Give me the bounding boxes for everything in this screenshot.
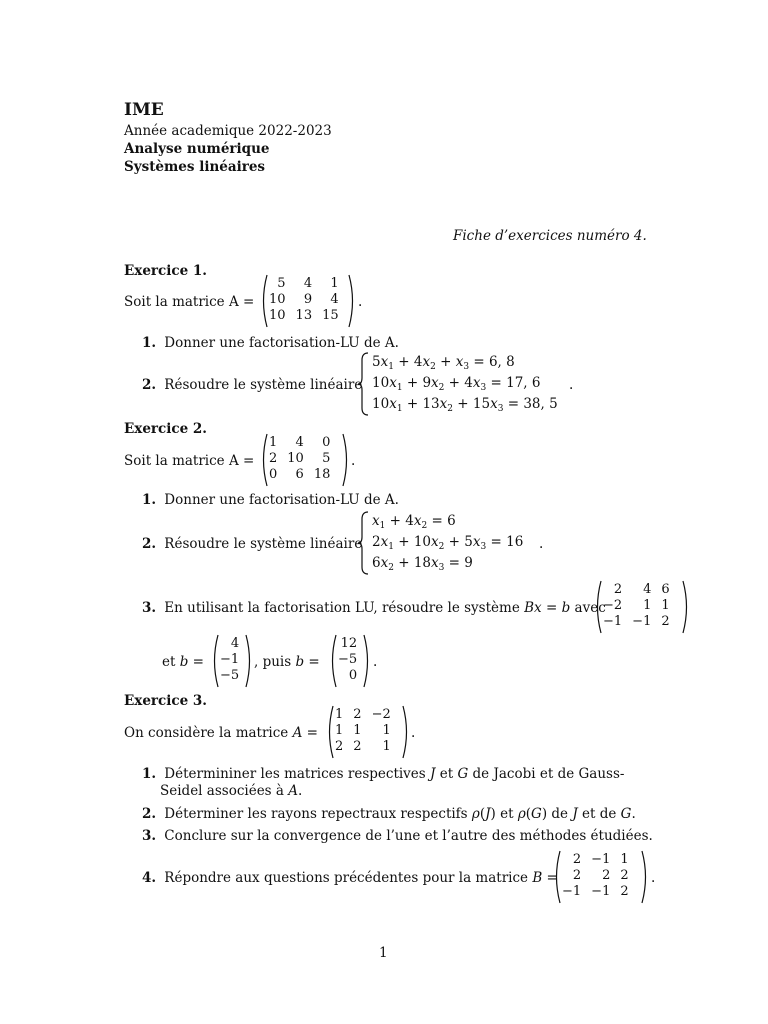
matrix-row [215, 636, 244, 652]
matrix-cell: 1 [335, 723, 344, 738]
question-number: 3. [142, 600, 157, 616]
exercise-3-question-1 [142, 765, 624, 783]
system-brace [357, 511, 369, 575]
matrix-cell: −1 [632, 614, 652, 629]
matrix-row [598, 614, 675, 630]
academic-year: Année academique 2022-2023 [124, 123, 332, 139]
matrix-grid [333, 636, 362, 684]
matrix-cell: 5 [277, 276, 286, 291]
question-text: Donner une factorisation-LU de A. [164, 335, 399, 351]
matrix-row [598, 598, 675, 614]
matrix-row [264, 276, 344, 292]
exercise-2-question-2 [142, 535, 362, 553]
matrix-grid [215, 636, 244, 684]
matrix-cell: 2 [613, 582, 623, 597]
exercise-1-title: Exercice 1. [124, 263, 207, 279]
question-number: 3. [142, 828, 157, 844]
matrix-cell: 1 [382, 739, 391, 754]
exercise-2-title: Exercice 2. [124, 421, 207, 437]
matrix-cell: 1 [330, 276, 339, 291]
exercise-3-question-3 [142, 827, 653, 845]
matrix-row [333, 636, 362, 652]
matrix-cell: 5 [322, 451, 331, 466]
matrix-row [215, 652, 244, 668]
matrix-cell: 1 [353, 723, 362, 738]
matrix-row [264, 308, 344, 324]
exercise-2-matrix-B [593, 580, 691, 634]
matrix-cell: 2 [572, 852, 582, 867]
topic-title: Systèmes linéaires [124, 159, 266, 175]
vector-b-2 [328, 634, 372, 688]
question-number: 2. [142, 806, 157, 822]
institution-title: IME [124, 100, 164, 120]
exercise-2-intro: Soit la matrice A = [124, 453, 255, 469]
matrix-cell: 2 [353, 739, 362, 754]
question-text: Détermininer les matrices respectives J et G de Jacobi et de Gauss- [164, 766, 625, 782]
matrix-row [264, 292, 344, 308]
system-equation-1: $x_1 + 4x_2 = 6$ [372, 513, 456, 531]
matrix-cell: 2 [661, 614, 670, 629]
matrix-cell: −5 [338, 652, 358, 667]
matrix-cell: 1 [382, 723, 391, 738]
matrix-cell: 13 [295, 308, 313, 323]
matrix-cell: 0 [348, 668, 358, 683]
matrix-cell: 2 [269, 451, 278, 466]
question-number: 1. [142, 335, 157, 351]
matrix-row [333, 668, 362, 684]
exercise-3-matrix-B [552, 850, 650, 904]
system-end-dot: . [569, 377, 574, 393]
exercise-2-question-1 [142, 491, 399, 509]
matrix-row [557, 884, 634, 900]
matrix-cell: −2 [603, 598, 623, 613]
matrix-cell: 12 [340, 636, 358, 651]
matrix-cell: 4 [643, 582, 652, 597]
matrix-cell: 0 [322, 435, 331, 450]
matrix-row [264, 435, 335, 451]
matrix-cell: 15 [322, 308, 339, 323]
matrix-grid [330, 707, 396, 755]
exercise-1-intro: Soit la matrice A = [124, 294, 255, 310]
system-brace [357, 352, 369, 416]
exercise-3-question-4 [142, 869, 558, 887]
question-text: Déterminer les rayons repectraux respectifs ρ(J) et ρ(G) de J et de G. [164, 806, 636, 822]
matrix-cell: 1 [661, 598, 670, 613]
vector-b-1 [210, 634, 254, 688]
matrix-cell: 18 [313, 467, 331, 482]
matrix-grid [264, 276, 344, 324]
page-number: 1 [379, 945, 388, 961]
matrix-cell: −1 [591, 884, 611, 899]
exercise-2-question-3 [142, 599, 606, 617]
question-number: 1. [142, 766, 157, 782]
matrix-cell: 6 [295, 467, 304, 482]
matrix-cell: 9 [303, 292, 313, 307]
matrix-grid [264, 435, 335, 483]
exercise-1-question-2 [142, 376, 362, 394]
exercise-3-title: Exercice 3. [124, 693, 207, 709]
question-text: Répondre aux questions précédentes pour la matrice B = [164, 870, 558, 886]
vector-b-puis: , puis b = [254, 654, 320, 670]
exercise-1-matrix [259, 274, 357, 328]
matrix-row [557, 852, 634, 868]
matrix-cell: 2 [572, 868, 582, 883]
matrix-row [557, 868, 634, 884]
question-number: 2. [142, 377, 157, 393]
system-end-dot: . [539, 536, 544, 552]
question-number: 1. [142, 492, 157, 508]
matrix-cell: −5 [220, 668, 240, 683]
matrix-end-dot: . [351, 453, 356, 469]
matrix-cell: 2 [620, 884, 629, 899]
matrix-cell: −1 [562, 884, 582, 899]
matrix-row [215, 668, 244, 684]
matrix-row [598, 582, 675, 598]
question-text: Donner une factorisation-LU de A. [164, 492, 399, 508]
matrix-end-dot: . [358, 294, 363, 310]
course-title: Analyse numérique [124, 141, 270, 157]
exercise-3-question-2 [142, 805, 636, 823]
matrix-cell: 0 [269, 467, 278, 482]
matrix-grid [557, 852, 634, 900]
exercise-3-intro: On considère la matrice A = [124, 725, 318, 741]
matrix-cell: −1 [220, 652, 240, 667]
matrix-cell: 4 [295, 435, 304, 450]
matrix-cell: 2 [602, 868, 611, 883]
matrix-cell: 2 [335, 739, 344, 754]
matrix-cell: −2 [371, 707, 391, 722]
matrix-cell: 4 [330, 292, 339, 307]
matrix-cell: 10 [269, 292, 286, 307]
matrix-row [264, 451, 335, 467]
sheet-title: Fiche d’exercices numéro 4. [453, 228, 647, 244]
matrix-cell: 6 [661, 582, 670, 597]
matrix-row [264, 467, 335, 483]
matrix-row [333, 652, 362, 668]
matrix-cell: 2 [620, 868, 629, 883]
vector-b-intro: et b = [162, 654, 204, 670]
matrix-cell: 10 [269, 308, 286, 323]
exercise-2-matrix [259, 433, 351, 487]
matrix-row [330, 739, 396, 755]
matrix-grid [598, 582, 675, 630]
matrix-cell: 10 [287, 451, 304, 466]
matrix-cell: 1 [643, 598, 652, 613]
matrix-cell: −1 [603, 614, 623, 629]
system-equation-2: $2x_1 + 10x_2 + 5x_3 = 16$ [372, 534, 524, 552]
vector-end-dot: . [373, 654, 378, 670]
system-equation-1: $5x_1 + 4x_2 + x_3 = 6$, 8 [372, 354, 515, 372]
system-equation-3: $6x_2 + 18x_3 = 9$ [372, 555, 473, 573]
matrix-cell: 4 [230, 636, 240, 651]
system-equation-2: $10x_1 + 9x_2 + 4x_3 = 17$, 6 [372, 375, 541, 393]
exercise-1-question-1 [142, 334, 399, 352]
matrix-end-dot: . [411, 725, 416, 741]
matrix-cell: 1 [335, 707, 344, 722]
matrix-cell: −1 [591, 852, 611, 867]
matrix-end-dot: . [651, 870, 656, 886]
question-number: 4. [142, 870, 157, 886]
matrix-cell: 4 [303, 276, 313, 291]
question-text: Résoudre le système linéaire [164, 377, 363, 393]
question-text: Résoudre le système linéaire [164, 536, 363, 552]
matrix-cell: 1 [620, 852, 629, 867]
matrix-cell: 1 [269, 435, 278, 450]
question-text: En utilisant la factorisation LU, résoudre le système Bx = b avec [164, 600, 606, 616]
exercise-3-question-1-cont: Seidel associées à A. [160, 783, 303, 799]
matrix-row [330, 707, 396, 723]
exercise-3-matrix [325, 705, 411, 759]
question-text: Conclure sur la convergence de l’une et l’autre des méthodes étudiées. [164, 828, 653, 844]
system-equation-3: $10x_1 + 13x_2 + 15x_3 = 38$, 5 [372, 396, 558, 414]
matrix-cell: 2 [353, 707, 362, 722]
matrix-row [330, 723, 396, 739]
question-number: 2. [142, 536, 157, 552]
